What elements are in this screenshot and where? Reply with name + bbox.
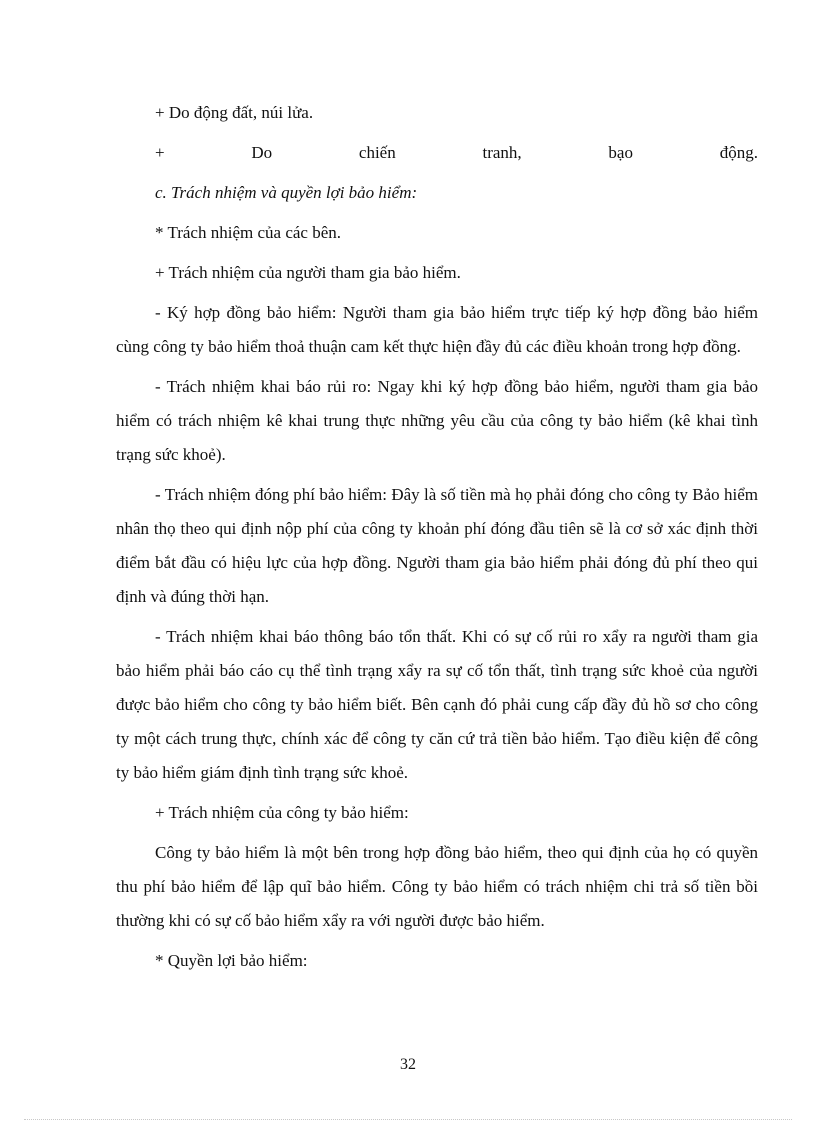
paragraph-premium-payment: - Trách nhiệm đóng phí bảo hiểm: Đây là số tiền mà họ phải đóng cho công ty Bảo hiểm nhân thọ theo qui định nộp phí của công ty khoản phí đóng đầu tiên sẽ là cơ sở xác định thời điểm bắt đầu có hiệu lực của hợp đồng. Người tham gia bảo hiểm phải đóng đủ phí theo qui định và đúng thời hạn. [116,485,758,606]
paragraph-loss-notification: - Trách nhiệm khai báo thông báo tổn thất. Khi có sự cố rủi ro xẩy ra người tham gia bảo hiểm phải báo cáo cụ thể tình trạng xẩy ra sự cố tổn thất, tình trạng sức khoẻ của người được bảo hiểm cho công ty bảo hiểm biết. Bên cạnh đó phải cung cấp đầy đủ hồ sơ cho công ty một cách trung thực, chính xác để công ty căn cứ trả tiền bảo hiểm. Tạo điều kiện để công ty bảo hiểm giám định tình trạng sức khoẻ. [116,627,758,782]
section-heading-responsibility: c. Trách nhiệm và quyền lợi bảo hiểm: [155,183,418,202]
paragraph-parties-responsibility: * Trách nhiệm của các bên. [155,223,341,242]
paragraph-insurance-benefits: * Quyền lợi bảo hiểm: [155,951,308,970]
footer-divider [24,1119,792,1120]
page-number: 32 [400,1056,416,1073]
paragraph-risk-declaration: - Trách nhiệm khai báo rủi ro: Ngay khi ký hợp đồng bảo hiểm, người tham gia bảo hiểm có trách nhiệm kê khai trung thực những yêu cầu của công ty bảo hiểm (kê khai tình trạng sức khoẻ). [116,377,758,464]
paragraph-war: + Do chiến tranh, bạo động. [155,143,758,162]
paragraph-earthquake: + Do động đất, núi lửa. [155,103,314,122]
paragraph-insurer-responsibility: + Trách nhiệm của công ty bảo hiểm: [155,803,409,822]
page-body [116,96,758,984]
paragraph-insurer-details: Công ty bảo hiểm là một bên trong hợp đồng bảo hiểm, theo qui định của họ có quyền thu phí bảo hiểm để lập quĩ bảo hiểm. Công ty bảo hiểm có trách nhiệm chi trả số tiền bồi thường khi có sự cố bảo hiểm xẩy ra với người được bảo hiểm. [116,843,758,930]
paragraph-sign-contract: - Ký hợp đồng bảo hiểm: Người tham gia bảo hiểm trực tiếp ký hợp đồng bảo hiểm cùng công ty bảo hiểm thoả thuận cam kết thực hiện đầy đủ các điều khoản trong hợp đồng. [116,303,758,356]
paragraph-participant-responsibility: + Trách nhiệm của người tham gia bảo hiểm. [155,263,461,282]
